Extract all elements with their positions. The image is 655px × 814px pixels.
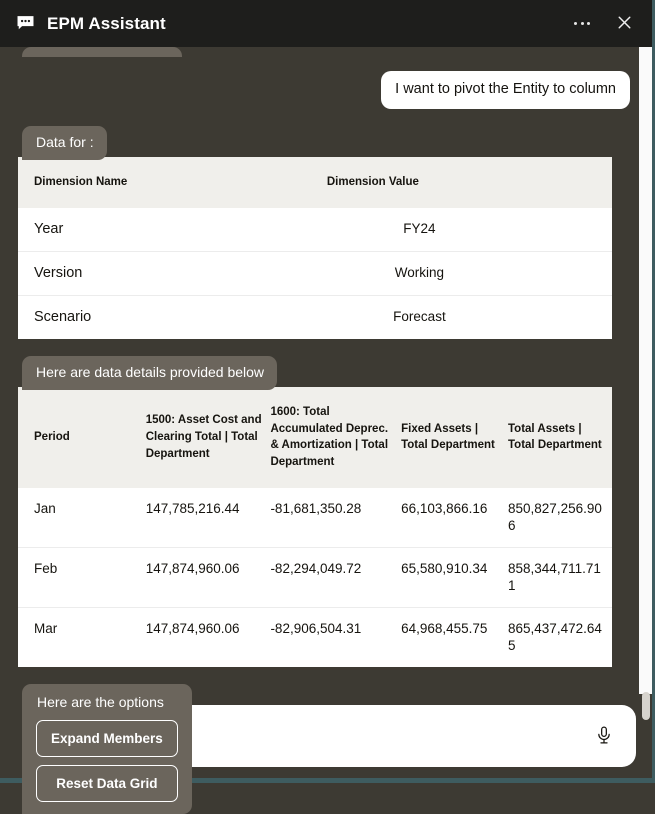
expand-members-button[interactable]: Expand Members [36, 720, 178, 757]
cell-period: Jan [18, 488, 146, 548]
cell-dimension-value: FY24 [327, 208, 612, 251]
previous-message-clipped [22, 47, 182, 57]
close-button[interactable] [610, 10, 638, 38]
data-details-card [18, 387, 612, 667]
cell-dimension-name: Version [18, 251, 327, 295]
cell-dimension-value: Working [327, 251, 612, 295]
col-total-assets: Total Assets | Total Department [508, 387, 612, 488]
window-titlebar [0, 0, 652, 47]
options-bubble [22, 684, 192, 814]
cell-asset-cost: 147,785,216.44 [146, 488, 271, 548]
scrollbar-thumb[interactable] [642, 692, 650, 720]
cell-fixed-assets: 64,968,455.75 [401, 607, 508, 667]
col-fixed-assets: Fixed Assets | Total Department [401, 387, 508, 488]
cell-asset-cost: 147,874,960.06 [146, 547, 271, 607]
options-title: Here are the options [37, 694, 164, 711]
cell-accum-deprec: -82,294,049.72 [270, 547, 401, 607]
conversation-scrollbar[interactable] [639, 47, 652, 694]
more-options-button[interactable] [568, 10, 596, 38]
cell-total-assets: 850,827,256.906 [508, 488, 612, 548]
cell-period: Feb [18, 547, 146, 607]
cell-dimension-name: Year [18, 208, 327, 251]
cell-total-assets: 865,437,472.645 [508, 607, 612, 667]
data-for-label: Data for : [22, 126, 107, 161]
table-row [18, 547, 612, 607]
col-period: Period [18, 387, 146, 488]
chat-bubble-icon [16, 14, 35, 33]
conversation-messages [0, 47, 652, 792]
col-dimension-name: Dimension Name [18, 157, 327, 208]
ellipsis-icon [574, 22, 590, 25]
user-message-row [18, 71, 636, 109]
col-dimension-value: Dimension Value [327, 157, 612, 208]
col-accum-deprec: 1600: Total Accumulated Deprec. & Amortization | Total Department [270, 387, 401, 488]
titlebar-right-group [568, 10, 638, 38]
cell-asset-cost: 147,874,960.06 [146, 607, 271, 667]
col-asset-cost: 1500: Asset Cost and Clearing Total | Total Department [146, 387, 271, 488]
close-icon [617, 15, 632, 33]
table-row [18, 488, 612, 548]
dimension-card [18, 157, 612, 338]
titlebar-left-group [16, 14, 166, 34]
reset-data-grid-button[interactable]: Reset Data Grid [36, 765, 178, 802]
data-details-table-head [18, 387, 612, 488]
cell-accum-deprec: -82,906,504.31 [270, 607, 401, 667]
cell-accum-deprec: -81,681,350.28 [270, 488, 401, 548]
dimension-table-body [18, 208, 612, 339]
dimension-table-head [18, 157, 612, 208]
data-details-table [18, 387, 612, 667]
dimension-table [18, 157, 612, 338]
table-row [18, 607, 612, 667]
data-details-label: Here are data details provided below [22, 356, 277, 391]
conversation-scroll-region[interactable] [0, 47, 652, 792]
cell-total-assets: 858,344,711.711 [508, 547, 612, 607]
cell-dimension-value: Forecast [327, 295, 612, 338]
cell-period: Mar [18, 607, 146, 667]
table-row [18, 251, 612, 295]
dimension-header-row [18, 157, 612, 208]
data-details-header-row [18, 387, 612, 488]
table-row [18, 208, 612, 251]
cell-fixed-assets: 65,580,910.34 [401, 547, 508, 607]
table-row [18, 295, 612, 338]
user-message-bubble: I want to pivot the Entity to column [381, 71, 630, 109]
cell-dimension-name: Scenario [18, 295, 327, 338]
app-title: EPM Assistant [47, 13, 166, 33]
cell-fixed-assets: 66,103,866.16 [401, 488, 508, 548]
data-details-table-body [18, 488, 612, 667]
